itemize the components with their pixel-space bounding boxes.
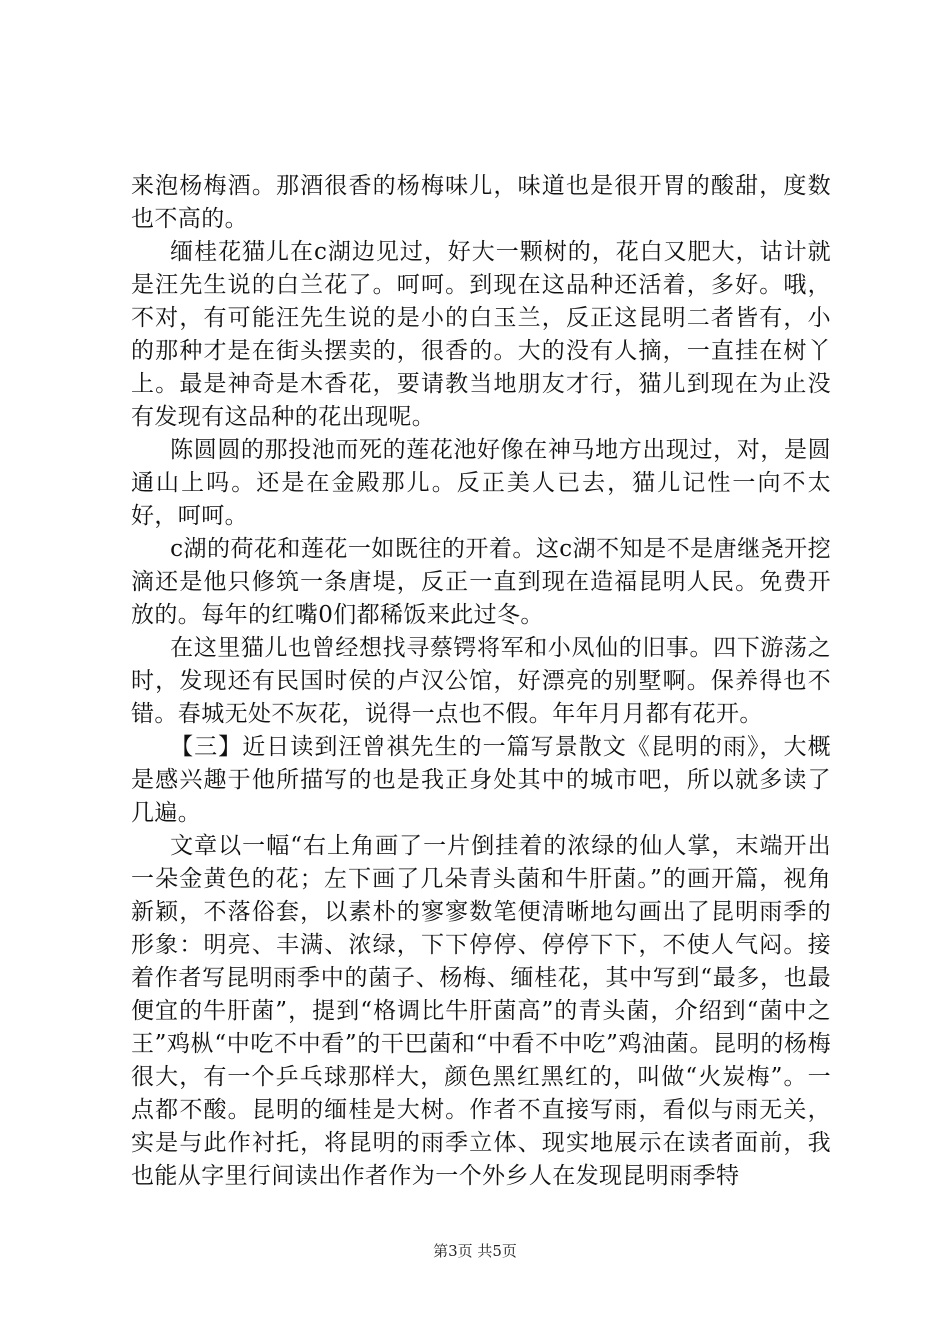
paragraph-2: 缅桂花猫儿在c湖边见过，好大一颗树的，花白又肥大，诂计就是汪先生说的白兰花了。呵呵。到现在这品种还活着，多好。哦，不对，有可能汪先生说的是小的白玉兰，反正这昆明二者皆有，小的那种才是在街头摆卖的，很香的。大的没有人摘，一直挂在树丫上。最是神奇是木香花，要请教当地朋友才行，猫儿到现在为止没有发现有这品种的花出现呢。 bbox=[131, 239, 831, 430]
page-footer bbox=[0, 1241, 950, 1261]
paragraph-1: 来泡杨梅酒。那酒很香的杨梅味儿，味道也是很开胃的酸甜，度数也不高的。 bbox=[131, 173, 831, 232]
paragraph-7: 文章以一幅“右上角画了一片倒挂着的浓绿的仙人掌，末端开出一朵金黄色的花；左下画了几朵青头菌和牛肝菌。”的画开篇，视角新颖，不落俗套，以素朴的寥寥数笔便清晰地勾画出了昆明雨季的形象：明亮、丰满、浓绿，下下停停、停停下下，不使人气闷。接着作者写昆明雨季中的菌子、杨梅、缅桂花，其中写到“最多，也最便宜的牛肝菌”，提到“格调比牛肝菌高”的青头菌，介绍到“菌中之王”鸡枞“中吃不中看”的干巴菌和“中看不中吃”鸡油菌。昆明的杨梅很大，有一个乒乓球那样大，颜色黑红黑红的，叫做“火炭梅”。一点都不酸。昆明的缅桂是大树。作者不直接写雨，看似与雨无关，实是与此作衬托，将昆明的雨季立体、现实地展示在读者面前，我也能从字里行间读出作者作为一个外乡人在发现昆明雨季特 bbox=[131, 833, 831, 1189]
paragraph-4: c湖的荷花和莲花一如既往的开着。这c湖不知是不是唐继尧开挖滴还是他只修筑一条唐堤，反正一直到现在造福昆明人民。免费开放的。每年的红嘴0们都稀饭来此过冬。 bbox=[131, 536, 831, 628]
page-number-label: 第3页 共5页 bbox=[433, 1242, 517, 1260]
paragraph-3: 陈圆圆的那投池而死的莲花池好像在神马地方出现过，对，是圆通山上吗。还是在金殿那儿。反正美人已去，猫儿记性一向不太好，呵呵。 bbox=[131, 437, 831, 529]
paragraph-5: 在这里猫儿也曾经想找寻蔡锷将军和小凤仙的旧事。四下游荡之时，发现还有民国时侯的卢汉公馆，好漂亮的别墅啊。保养得也不错。春城无处不灰花，说得一点也不假。年年月月都有花开。 bbox=[131, 635, 831, 727]
paragraph-6: 【三】近日读到汪曾祺先生的一篇写景散文《昆明的雨》，大概是感兴趣于他所描写的也是我正身处其中的城市吧，所以就多读了几遍。 bbox=[131, 734, 831, 826]
body-text bbox=[131, 170, 831, 1193]
